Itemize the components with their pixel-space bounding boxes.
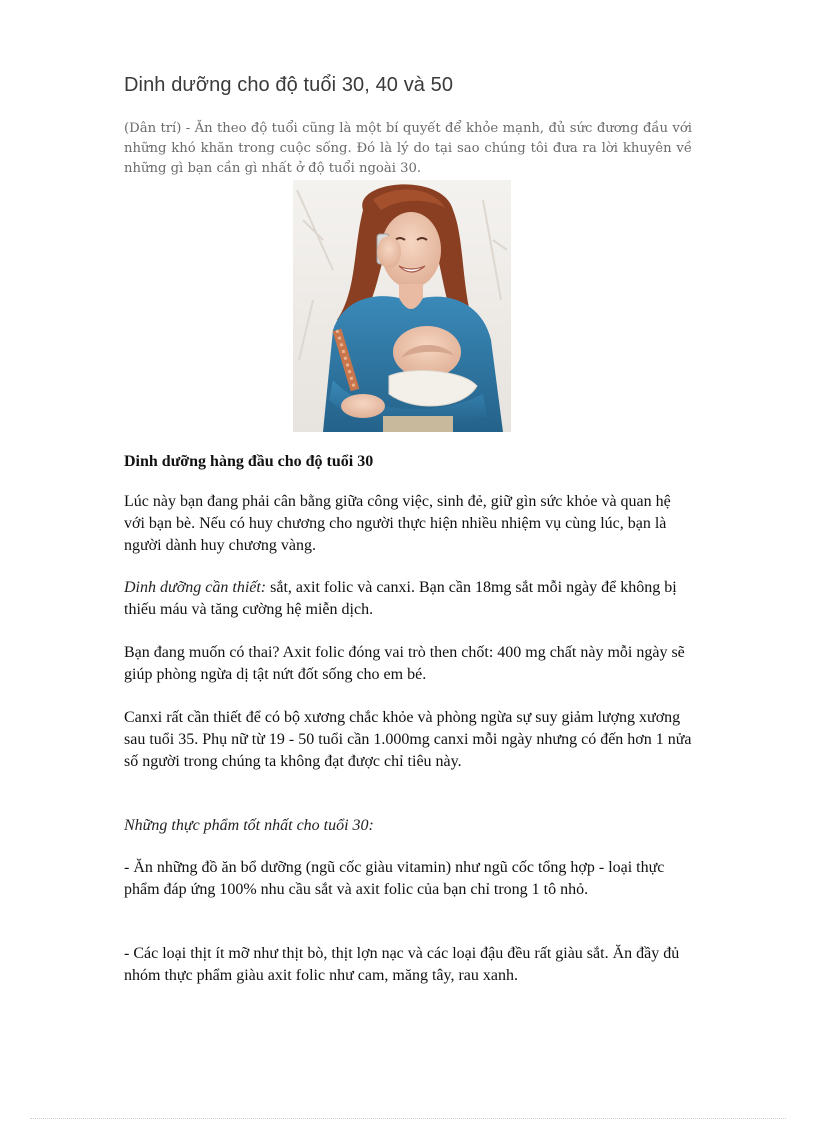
paragraph-balance: Lúc này bạn đang phải cân bằng giữa công việc, sinh đẻ, giữ gìn sức khỏe và quan hệ với bạn bè. Nếu có huy chương cho người thực hiện nhiều nhiệm vụ cùng lúc, bạn là người dành huy chương vàng.: [124, 493, 671, 554]
food-list-item: - Ăn những đồ ăn bổ dưỡng (ngũ cốc giàu vitamin) như ngũ cốc tổng hợp - loại thực phẩm đáp ứng 100% nhu cầu sắt và axit folic của bạn chỉ trong 1 tô nhỏ.: [124, 859, 665, 898]
mother-baby-photo: [293, 180, 511, 432]
section-subheading: Dinh dưỡng hàng đầu cho độ tuổi 30: [124, 453, 374, 470]
essential-nutrition-label: Dinh dưỡng cần thiết:: [124, 579, 267, 596]
food-list-item: - Các loại thịt ít mỡ như thịt bò, thịt lợn nạc và các loại đậu đều rất giàu sắt. Ăn đầy đủ nhóm thực phẩm giàu axit folic như cam, măng tây, rau xanh.: [124, 945, 680, 984]
paragraph-essential-nutrition: [124, 577, 692, 621]
article-lead: (Dân trí) - Ăn theo độ tuổi cũng là một bí quyết để khỏe mạnh, đủ sức đương đầu với những khó khăn trong cuộc sống. Đó là lý do tại sao chúng tôi đưa ra lời khuyên về những gì bạn cần gì nhất ở độ tuổi ngoài 30.: [124, 121, 692, 176]
foods-heading: Những thực phẩm tốt nhất cho tuổi 30:: [124, 817, 374, 834]
paragraph-calcium: Canxi rất cần thiết để có bộ xương chắc khỏe và phòng ngừa sự suy giảm lượng xương sau tuổi 35. Phụ nữ từ 19 - 50 tuổi cần 1.000mg canxi mỗi ngày nhưng có đến hơn 1 nửa số người trong chúng ta không đạt được chỉ tiêu này.: [124, 709, 692, 770]
paragraph-folic-acid: Bạn đang muốn có thai? Axit folic đóng vai trò then chốt: 400 mg chất này mỗi ngày sẽ giúp phòng ngừa dị tật nứt đốt sống cho em bé.: [124, 644, 685, 683]
essential-nutrition-text: sắt, axit folic và canxi. Bạn cần 18mg sắt mỗi ngày để không bị thiếu máu và tăng cường hệ miễn dịch.: [124, 579, 677, 618]
photo-illustration: [293, 180, 511, 432]
page-bottom-divider: [30, 1118, 786, 1119]
article-title: Dinh dưỡng cho độ tuổi 30, 40 và 50: [124, 74, 454, 96]
